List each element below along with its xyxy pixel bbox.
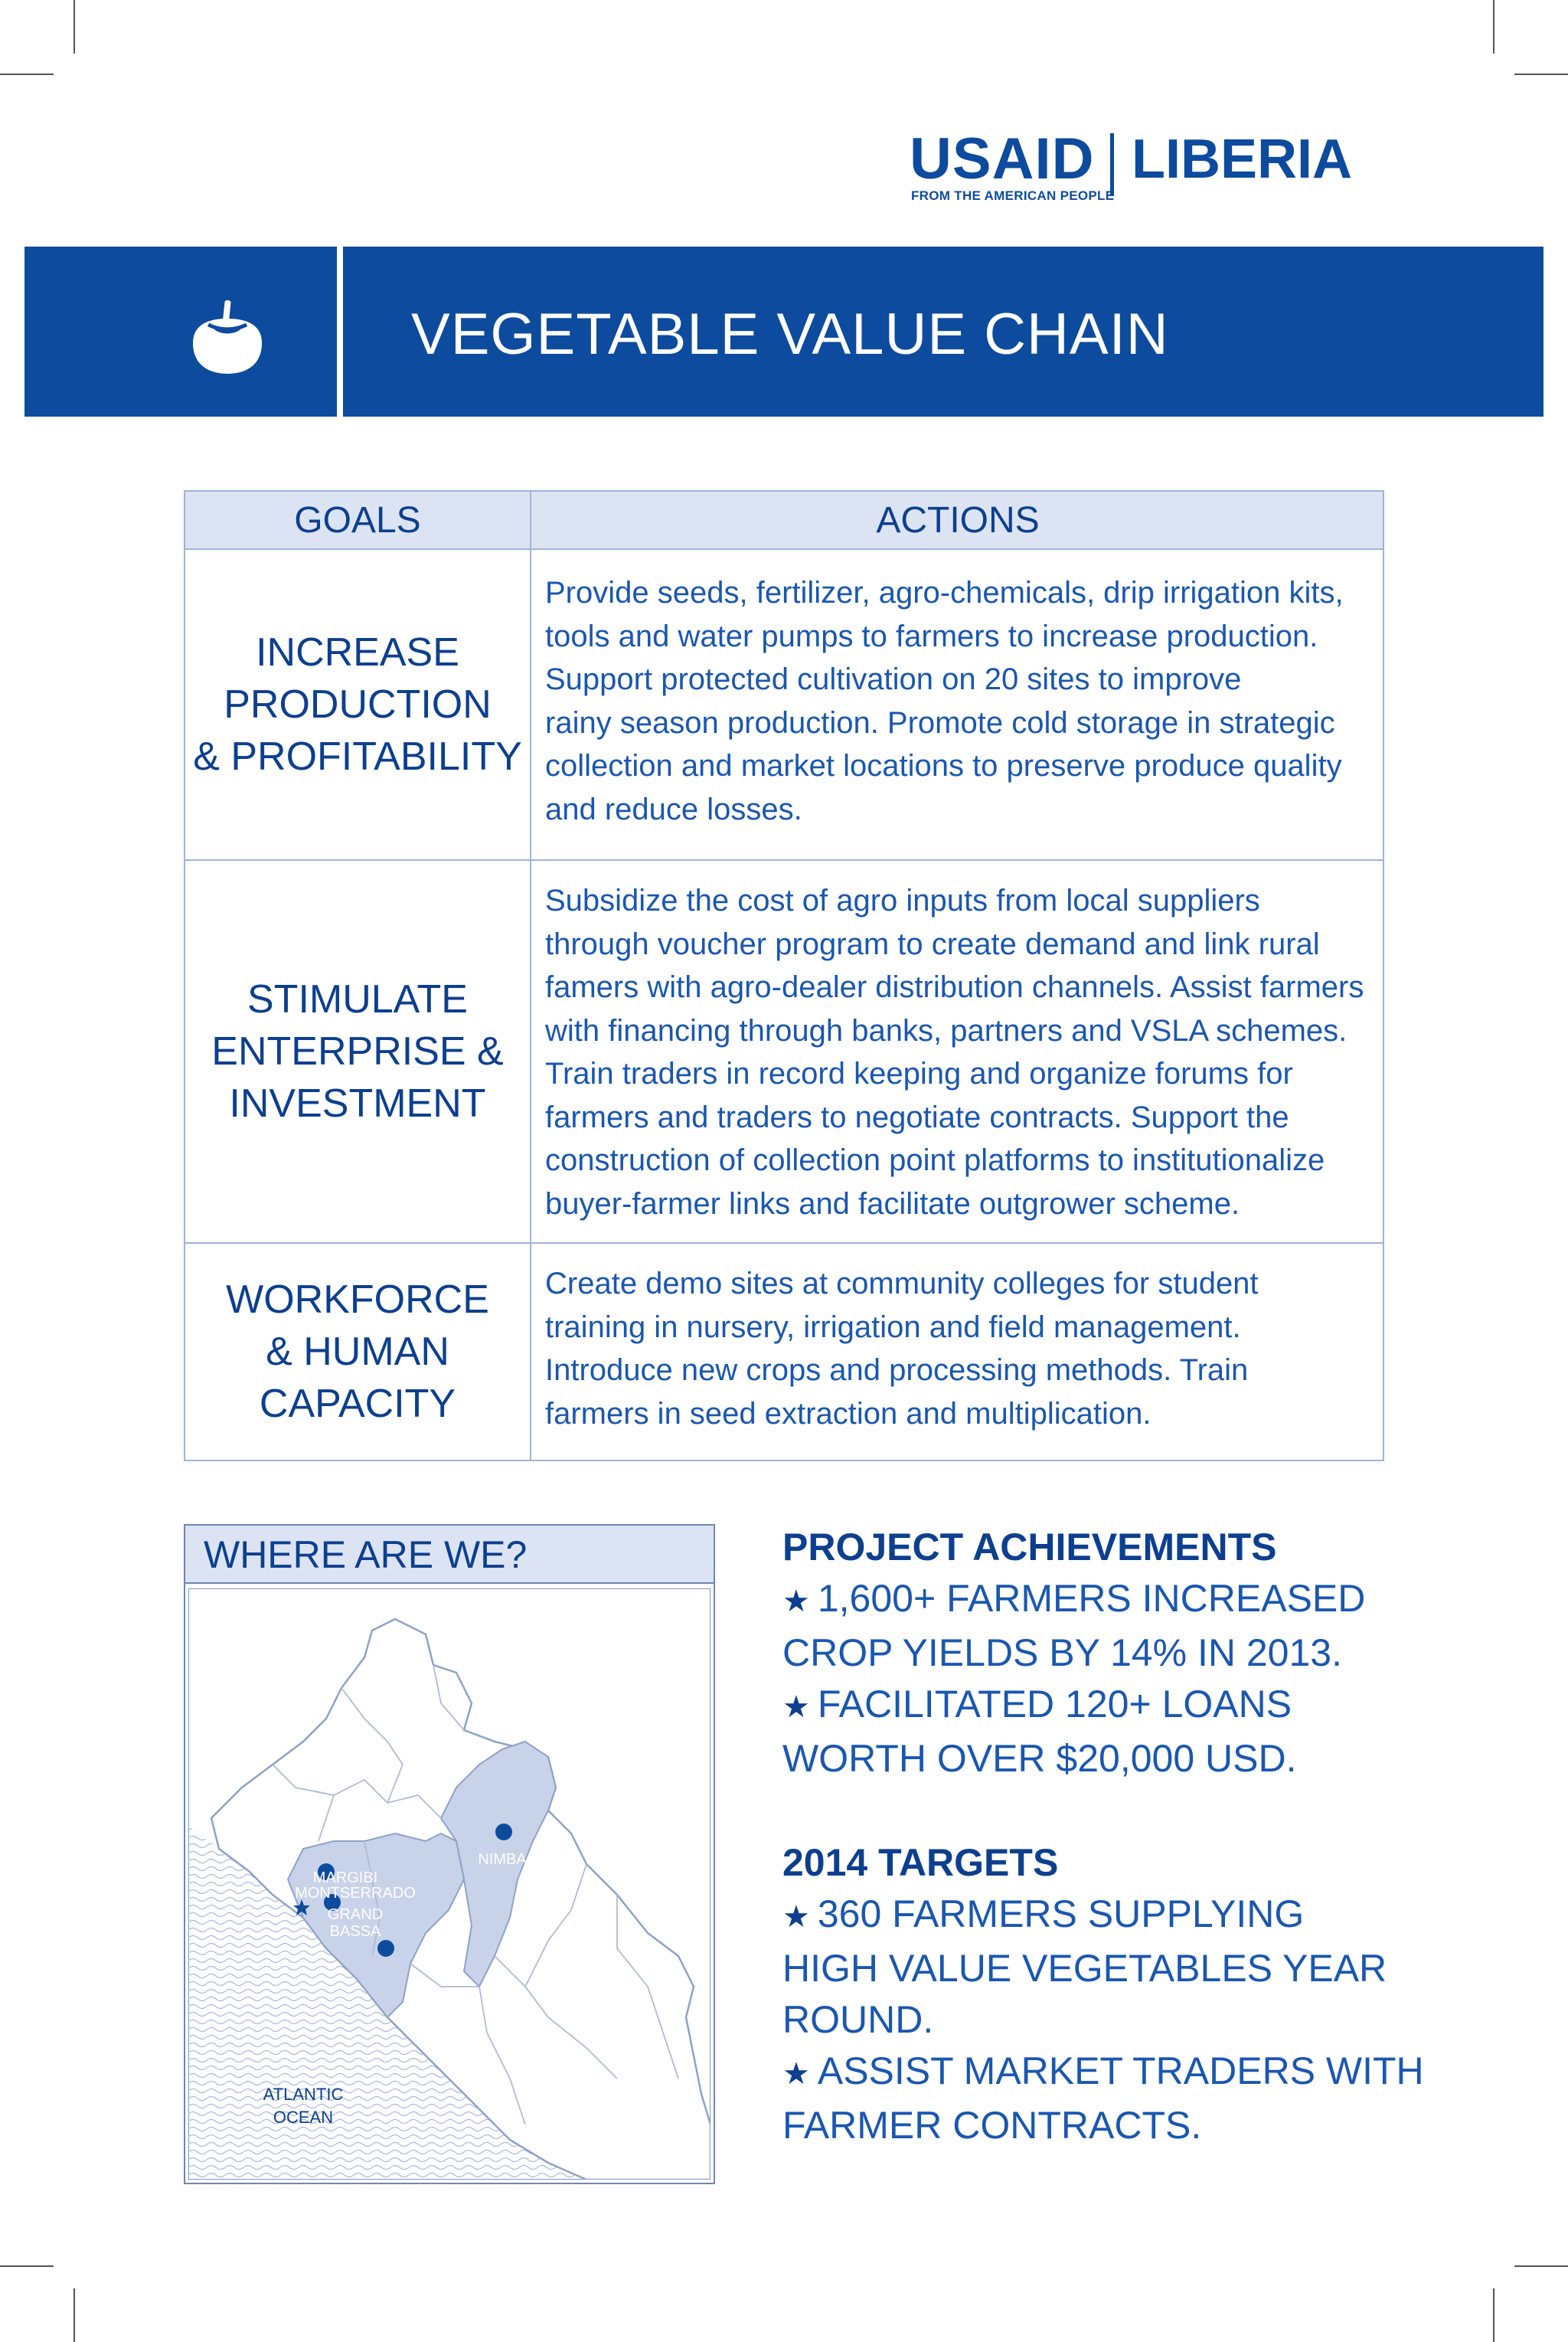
country-wordmark: LIBERIA — [1132, 129, 1352, 190]
star-icon: ★ — [782, 2057, 810, 2091]
action-line: construction of collection point platforms to institutionalize — [545, 1143, 1325, 1177]
star-icon: ★ — [782, 1585, 810, 1618]
grand-bassa-label: BASSA — [329, 1923, 381, 1940]
action-line: collection and market locations to preserve produce quality — [545, 749, 1342, 783]
liberia-map — [188, 1588, 710, 2180]
achievement-item: ★ 1,600+ FARMERS INCREASED CROP YIELDS BY 14% IN 2013. — [782, 1577, 1366, 1674]
goal-cell — [185, 1244, 530, 1460]
crop-mark — [74, 2288, 75, 2342]
page-title: VEGETABLE VALUE CHAIN — [411, 302, 1169, 367]
action-line: through voucher program to create demand and link rural — [545, 927, 1320, 961]
goal-line: WORKFORCE — [226, 1277, 489, 1322]
action-line: rainy season production. Promote cold storage in strategic — [545, 705, 1335, 740]
goal-line: STIMULATE — [247, 977, 468, 1022]
logo-tagline: FROM THE AMERICAN PEOPLE — [911, 188, 1115, 203]
action-line: farmers in seed extraction and multiplication. — [545, 1396, 1152, 1431]
action-line: training in nursery, irrigation and field management. — [545, 1310, 1241, 1344]
ocean-label: ATLANTIC — [263, 2085, 344, 2104]
targets-title: 2014 TARGETS — [782, 1841, 1059, 1884]
grand-bassa-label: GRAND — [327, 1906, 384, 1923]
usaid-liberia-logo — [910, 126, 1400, 207]
margibi-label: MARGIBI — [312, 1869, 378, 1886]
goal-cell — [185, 550, 530, 859]
column-divider — [530, 492, 531, 1460]
crop-mark — [1514, 74, 1568, 75]
action-line: buyer-farmer links and facilitate outgrower scheme. — [545, 1186, 1240, 1221]
crop-mark — [1493, 2288, 1494, 2342]
crop-mark — [1514, 2265, 1568, 2267]
goals-actions-table — [184, 490, 1384, 1461]
nimba-label: NIMBA — [478, 1851, 527, 1868]
target-item: ★ ASSIST MARKET TRADERS WITH FARMER CONTRACTS. — [782, 2049, 1424, 2147]
action-line: Train traders in record keeping and organize forums for — [545, 1057, 1293, 1091]
star-icon: ★ — [782, 1900, 810, 1934]
action-cell — [545, 571, 1367, 831]
action-line: Create demo sites at community colleges for student — [545, 1267, 1259, 1300]
achievements-title: PROJECT ACHIEVEMENTS — [782, 1526, 1277, 1568]
results-panel — [782, 1521, 1548, 2151]
goals-column-header: GOALS — [294, 500, 421, 541]
table-row — [185, 1244, 1383, 1461]
crop-mark — [0, 74, 54, 75]
action-line: tools and water pumps to farmers to increase production. — [545, 619, 1318, 653]
tomato-marker-icon — [495, 1824, 512, 1840]
action-line: Provide seeds, fertilizer, agro-chemicals, drip irrigation kits, — [545, 576, 1344, 610]
action-line: farmers and traders to negotiate contracts. Support the — [545, 1100, 1289, 1134]
goal-line: ENTERPRISE & — [211, 1029, 504, 1074]
goal-line: INVESTMENT — [229, 1081, 486, 1126]
action-line: Support protected cultivation on 20 sites to improve — [545, 662, 1242, 696]
tomato-icon — [178, 288, 277, 388]
star-icon: ★ — [782, 1690, 810, 1724]
goal-cell — [185, 861, 530, 1242]
goal-line: INCREASE — [256, 630, 459, 675]
crop-mark — [1493, 0, 1494, 54]
title-banner — [24, 247, 1544, 417]
banner-divider — [337, 247, 343, 417]
table-row — [185, 550, 1383, 861]
tomato-marker-icon — [377, 1940, 394, 1957]
table-row — [185, 861, 1383, 1244]
logo-divider — [1110, 133, 1114, 196]
action-line: famers with agro-dealer distribution channels. Assist farmers — [545, 970, 1364, 1004]
crop-mark — [0, 2265, 54, 2267]
actions-column-header: ACTIONS — [876, 500, 1040, 541]
goal-line: CAPACITY — [259, 1382, 456, 1426]
goal-line: & PROFITABILITY — [193, 734, 522, 779]
montserrado-label: MONTSERRADO — [295, 1885, 416, 1902]
map-title: WHERE ARE WE? — [204, 1533, 528, 1576]
goal-line: & HUMAN — [266, 1330, 449, 1374]
achievement-item: ★ FACILITATED 120+ LOANS WORTH OVER $20,000 USD. — [782, 1683, 1297, 1780]
action-cell — [545, 879, 1367, 1225]
action-line: Subsidize the cost of agro inputs from local suppliers — [545, 884, 1260, 918]
goal-line: PRODUCTION — [224, 682, 492, 727]
action-line: and reduce losses. — [545, 792, 802, 826]
action-line: Introduce new crops and processing methods. Train — [545, 1353, 1249, 1387]
usaid-wordmark: USAID — [910, 126, 1095, 191]
crop-mark — [74, 0, 75, 54]
target-item: ★ 360 FARMERS SUPPLYING HIGH VALUE VEGETABLES YEAR ROUND. — [782, 1892, 1387, 2041]
map-panel — [184, 1524, 715, 2184]
action-line: with financing through banks, partners and VSLA schemes. — [545, 1013, 1348, 1048]
action-cell — [545, 1262, 1367, 1435]
ocean-label: OCEAN — [273, 2108, 334, 2127]
